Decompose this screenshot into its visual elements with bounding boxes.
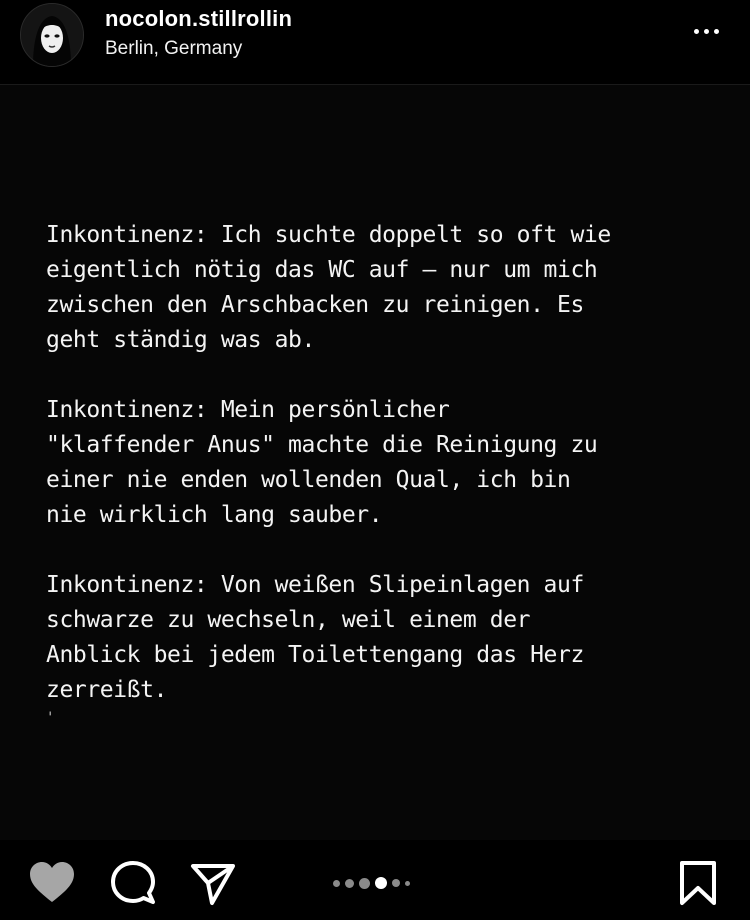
carousel-dot — [392, 879, 400, 887]
carousel-dot — [359, 878, 370, 889]
post-image[interactable] — [0, 85, 750, 840]
carousel-indicator — [333, 878, 410, 888]
post-header — [0, 0, 750, 85]
more-options-button[interactable] — [686, 18, 726, 44]
heart-icon — [28, 860, 76, 904]
paragraph-1: Inkontinenz: Ich suchte doppelt so oft wie eigentlich nötig das WC auf – nur um mich zwischen den Arschbacken zu reinigen. Es geht ständig was ab. — [46, 222, 611, 353]
comment-button[interactable] — [110, 860, 156, 906]
location[interactable]: Berlin, Germany — [105, 38, 243, 59]
share-icon — [190, 862, 236, 906]
like-button[interactable] — [28, 860, 76, 904]
carousel-dot — [333, 880, 340, 887]
action-bar — [0, 840, 750, 920]
comment-icon — [110, 860, 156, 906]
share-button[interactable] — [190, 862, 236, 906]
carousel-dot — [345, 879, 354, 888]
bookmark-icon — [678, 860, 718, 906]
more-horizontal-icon — [694, 29, 699, 34]
profile-picture-icon — [21, 4, 83, 66]
paragraph-3: Inkontinenz: Von weißen Slipeinlagen auf schwarze zu wechseln, weil einem der Anblick bei jedem Toilettengang das Herz zerreißt. — [46, 572, 584, 703]
avatar[interactable] — [20, 3, 84, 67]
paragraph-2: Inkontinenz: Mein persönlicher "klaffender Anus" machte die Reinigung zu einer nie enden wollenden Qual, ich bin nie wirklich lang sauber. — [46, 397, 598, 528]
username[interactable]: nocolon.stillrollin — [105, 6, 293, 31]
carousel-dot-active — [375, 877, 387, 889]
post-text — [46, 218, 726, 728]
trailing-mark: ' — [46, 710, 55, 726]
carousel-dot — [405, 881, 410, 886]
save-button[interactable] — [678, 860, 718, 906]
